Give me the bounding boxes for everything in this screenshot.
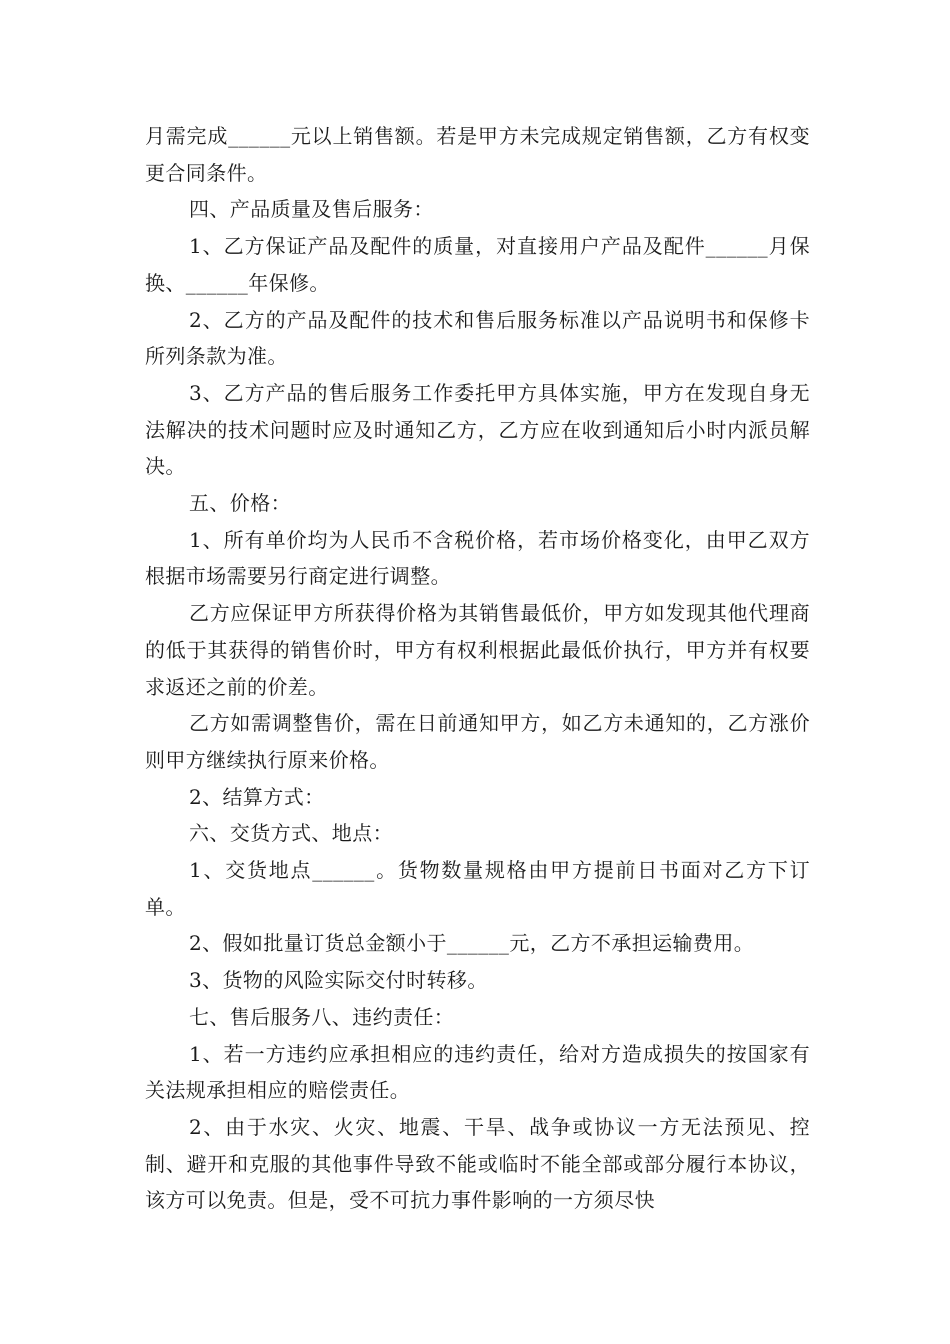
- paragraph-unit-price: 1、所有单价均为人民币不含税价格，若市场价格变化，由甲乙双方根据市场需要另行商定进行调整。: [145, 527, 810, 589]
- paragraph-service-standard: 2、乙方的产品及配件的技术和售后服务标准以产品说明书和保修卡所列条款为准。: [145, 307, 810, 369]
- paragraph-shipping-cost: 2、假如批量订货总金额小于______元，乙方不承担运输费用。: [189, 931, 755, 956]
- section-heading-liability: 七、售后服务八、违约责任：: [189, 1004, 455, 1029]
- section-heading-price: 五、价格：: [189, 491, 291, 516]
- section-heading-quality-service: 四、产品质量及售后服务：: [189, 197, 434, 222]
- contract-body: [145, 118, 810, 1219]
- section-heading-delivery: 六、交货方式、地点：: [189, 821, 393, 846]
- paragraph-lowest-price: 乙方应保证甲方所获得价格为其销售最低价，甲方如发现其他代理商的低于其获得的销售价时，甲方有权利根据此最低价执行，甲方并有权要求返还之前的价差。: [145, 601, 810, 699]
- paragraph-price-adjustment: 乙方如需调整售价，需在日前通知甲方，如乙方未通知的，乙方涨价则甲方继续执行原来价格。: [145, 711, 810, 772]
- paragraph-settlement-method: 2、结算方式：: [189, 784, 325, 809]
- paragraph-quality-guarantee: 1、乙方保证产品及配件的质量，对直接用户产品及配件______月保换、______年保修。: [145, 234, 810, 295]
- paragraph-risk-transfer: 3、货物的风险实际交付时转移。: [189, 968, 488, 993]
- paragraph-after-sales-delegation: 3、乙方产品的售后服务工作委托甲方具体实施，甲方在发现自身无法解决的技术问题时应及时通知乙方，乙方应在收到通知后小时内派员解决。: [145, 380, 810, 479]
- paragraph-force-majeure: 2、由于水灾、火灾、地震、干旱、战争或协议一方无法预见、控制、避开和克服的其他事件导致不能或临时不能全部或部分履行本协议，该方可以免责。但是，受不可抗力事件影响的一方须尽快: [145, 1114, 810, 1213]
- paragraph-breach-liability: 1、若一方违约应承担相应的违约责任，给对方造成损失的按国家有关法规承担相应的赔偿责任。: [145, 1041, 810, 1103]
- paragraph-sales-requirement: 月需完成______元以上销售额。若是甲方未完成规定销售额，乙方有权变更合同条件。: [145, 124, 810, 185]
- paragraph-delivery-location: 1、交货地点______。货物数量规格由甲方提前日书面对乙方下订单。: [145, 858, 810, 919]
